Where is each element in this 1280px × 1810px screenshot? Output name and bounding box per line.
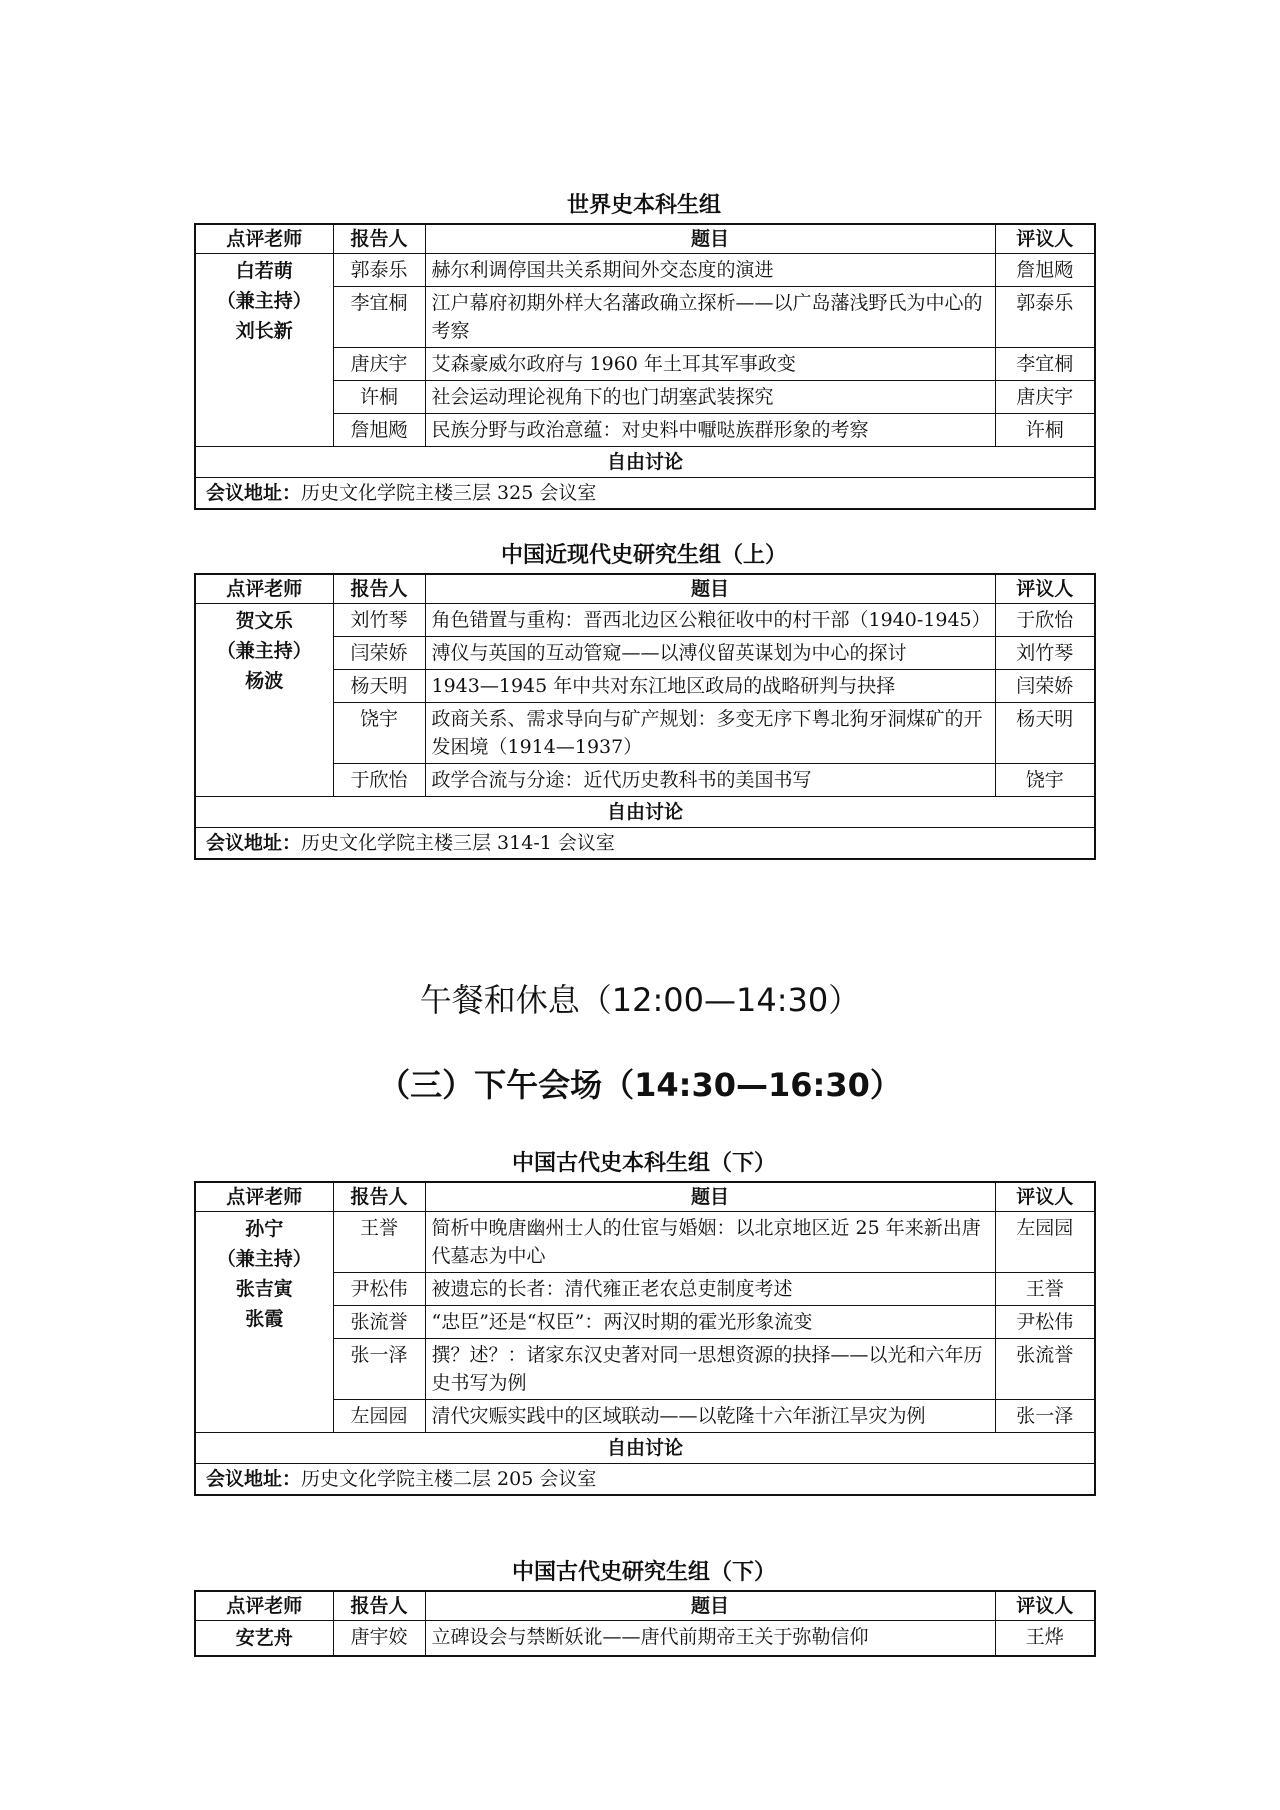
topic-cell: 溥仪与英国的互动管窥——以溥仪留英谋划为中心的探讨 <box>425 637 995 670</box>
header-teacher: 点评老师 <box>195 1182 333 1212</box>
schedule-table-ancient-china-grad-2 <box>194 1590 1094 1657</box>
presenter-cell: 唐庆宇 <box>333 348 425 381</box>
free-discussion-row <box>195 447 1095 478</box>
venue-label: 会议地址： <box>206 482 302 504</box>
commentator-cell: 尹松伟 <box>995 1306 1095 1339</box>
venue-text: 历史文化学院主楼二层 205 会议室 <box>301 1468 597 1490</box>
group-title-ancient-china-grad-2: 中国古代史研究生组（下） <box>511 1560 776 1585</box>
commentator-cell: 张流誉 <box>995 1339 1095 1400</box>
topic-cell: 赫尔利调停国共关系期间外交态度的演进 <box>425 254 995 287</box>
topic-cell: 被遗忘的长者：清代雍正老农总吏制度考述 <box>425 1273 995 1306</box>
teacher-role: （兼主持） <box>216 640 312 662</box>
venue-row <box>195 1464 1095 1496</box>
commentator-cell: 许桐 <box>995 414 1095 447</box>
topic-cell: 政商关系、需求导向与矿产规划：多变无序下粤北狗牙洞煤矿的开发困境（1914—1937） <box>425 703 995 764</box>
venue-text: 历史文化学院主楼三层 314-1 会议室 <box>301 832 615 854</box>
group-title-world-history-undergrad: 世界史本科生组 <box>566 193 721 218</box>
topic-cell: 立碑设会与禁断妖讹——唐代前期帝王关于弥勒信仰 <box>425 1621 995 1657</box>
commentator-cell: 左园园 <box>995 1212 1095 1273</box>
topic-cell: 撰？述？：诸家东汉史著对同一思想资源的抉择——以光和六年历史书写为例 <box>425 1339 995 1400</box>
schedule-table-modern-china-grad-1 <box>194 573 1094 860</box>
header-commentator: 评议人 <box>995 574 1095 604</box>
header-teacher: 点评老师 <box>195 1591 333 1621</box>
presenter-cell: 郭泰乐 <box>333 254 425 287</box>
topic-cell: 1943—1945 年中共对东江地区政局的战略研判与抉择 <box>425 670 995 703</box>
topic-cell: 角色错置与重构：晋西北边区公粮征收中的村干部（1940-1945） <box>425 604 995 637</box>
header-topic: 题目 <box>425 1182 995 1212</box>
free-discussion: 自由讨论 <box>195 447 1095 478</box>
header-presenter: 报告人 <box>333 1182 425 1212</box>
header-teacher: 点评老师 <box>195 574 333 604</box>
venue-label: 会议地址： <box>206 1468 302 1490</box>
table-row <box>195 1621 1095 1657</box>
teacher-cell <box>195 1212 333 1433</box>
commentator-cell: 杨天明 <box>995 703 1095 764</box>
commentator-cell: 王烨 <box>995 1621 1095 1657</box>
topic-cell: 社会运动理论视角下的也门胡塞武装探究 <box>425 381 995 414</box>
commentator-cell: 唐庆宇 <box>995 381 1095 414</box>
schedule-table-world-history-undergrad <box>194 223 1094 510</box>
commentator-cell: 张一泽 <box>995 1400 1095 1433</box>
teacher-name: 刘长新 <box>235 320 293 342</box>
teacher-role: （兼主持） <box>216 1248 312 1270</box>
presenter-cell: 饶宇 <box>333 703 425 764</box>
topic-cell: 简析中晚唐幽州士人的仕宦与婚姻：以北京地区近 25 年来新出唐代墓志为中心 <box>425 1212 995 1273</box>
teacher-name: 张吉寅 <box>235 1278 293 1300</box>
free-discussion: 自由讨论 <box>195 1433 1095 1464</box>
presenter-cell: 刘竹琴 <box>333 604 425 637</box>
teacher-name: 贺文乐 <box>235 610 293 632</box>
table-header-row <box>195 574 1095 604</box>
presenter-cell: 尹松伟 <box>333 1273 425 1306</box>
commentator-cell: 詹旭飏 <box>995 254 1095 287</box>
commentator-cell: 刘竹琴 <box>995 637 1095 670</box>
group-title-modern-china-grad-1: 中国近现代史研究生组（上） <box>500 543 787 568</box>
venue-cell <box>195 828 1095 860</box>
presenter-cell: 张流誉 <box>333 1306 425 1339</box>
afternoon-session-heading: （三）下午会场（14:30—16:30） <box>378 1066 902 1104</box>
free-discussion-row <box>195 1433 1095 1464</box>
header-topic: 题目 <box>425 574 995 604</box>
teacher-cell <box>195 254 333 447</box>
teacher-cell <box>195 604 333 797</box>
teacher-name: 杨波 <box>245 670 284 692</box>
header-presenter: 报告人 <box>333 224 425 254</box>
presenter-cell: 詹旭飏 <box>333 414 425 447</box>
teacher-name: 孙宁 <box>245 1218 284 1240</box>
venue-label: 会议地址： <box>206 832 302 854</box>
topic-cell: 江户幕府初期外样大名藩政确立探析——以广岛藩浅野氏为中心的考察 <box>425 287 995 348</box>
table-header-row <box>195 224 1095 254</box>
table-row <box>195 604 1095 637</box>
topic-cell: 民族分野与政治意蕴：对史料中嚈哒族群形象的考察 <box>425 414 995 447</box>
free-discussion: 自由讨论 <box>195 797 1095 828</box>
header-topic: 题目 <box>425 224 995 254</box>
header-commentator: 评议人 <box>995 224 1095 254</box>
presenter-cell: 左园园 <box>333 1400 425 1433</box>
presenter-cell: 于欣怡 <box>333 764 425 797</box>
header-topic: 题目 <box>425 1591 995 1621</box>
venue-row <box>195 828 1095 860</box>
schedule-table-ancient-china-undergrad-2 <box>194 1181 1094 1496</box>
topic-cell: 艾森豪威尔政府与 1960 年土耳其军事政变 <box>425 348 995 381</box>
teacher-name: 张霞 <box>245 1308 284 1330</box>
teacher-cell <box>195 1621 333 1657</box>
presenter-cell: 李宜桐 <box>333 287 425 348</box>
presenter-cell: 许桐 <box>333 381 425 414</box>
topic-cell: 清代灾赈实践中的区域联动——以乾隆十六年浙江旱灾为例 <box>425 1400 995 1433</box>
teacher-name: 白若萌 <box>235 260 293 282</box>
presenter-cell: 杨天明 <box>333 670 425 703</box>
venue-cell <box>195 478 1095 510</box>
commentator-cell: 郭泰乐 <box>995 287 1095 348</box>
teacher-role: （兼主持） <box>216 290 312 312</box>
table-header-row <box>195 1591 1095 1621</box>
venue-row <box>195 478 1095 510</box>
teacher-name: 安艺舟 <box>235 1627 293 1649</box>
lunch-break-heading: 午餐和休息（12:00—14:30） <box>419 981 861 1019</box>
presenter-cell: 王誉 <box>333 1212 425 1273</box>
venue-text: 历史文化学院主楼三层 325 会议室 <box>301 482 597 504</box>
header-commentator: 评议人 <box>995 1182 1095 1212</box>
header-presenter: 报告人 <box>333 574 425 604</box>
topic-cell: “忠臣”还是“权臣”：两汉时期的霍光形象流变 <box>425 1306 995 1339</box>
commentator-cell: 闫荣娇 <box>995 670 1095 703</box>
presenter-cell: 张一泽 <box>333 1339 425 1400</box>
group-title-ancient-china-undergrad-2: 中国古代史本科生组（下） <box>511 1151 776 1176</box>
table-row <box>195 1212 1095 1273</box>
header-commentator: 评议人 <box>995 1591 1095 1621</box>
venue-cell <box>195 1464 1095 1496</box>
header-teacher: 点评老师 <box>195 224 333 254</box>
presenter-cell: 闫荣娇 <box>333 637 425 670</box>
table-row <box>195 254 1095 287</box>
presenter-cell: 唐宇姣 <box>333 1621 425 1657</box>
commentator-cell: 饶宇 <box>995 764 1095 797</box>
commentator-cell: 王誉 <box>995 1273 1095 1306</box>
header-presenter: 报告人 <box>333 1591 425 1621</box>
commentator-cell: 李宜桐 <box>995 348 1095 381</box>
commentator-cell: 于欣怡 <box>995 604 1095 637</box>
table-header-row <box>195 1182 1095 1212</box>
topic-cell: 政学合流与分途：近代历史教科书的美国书写 <box>425 764 995 797</box>
free-discussion-row <box>195 797 1095 828</box>
